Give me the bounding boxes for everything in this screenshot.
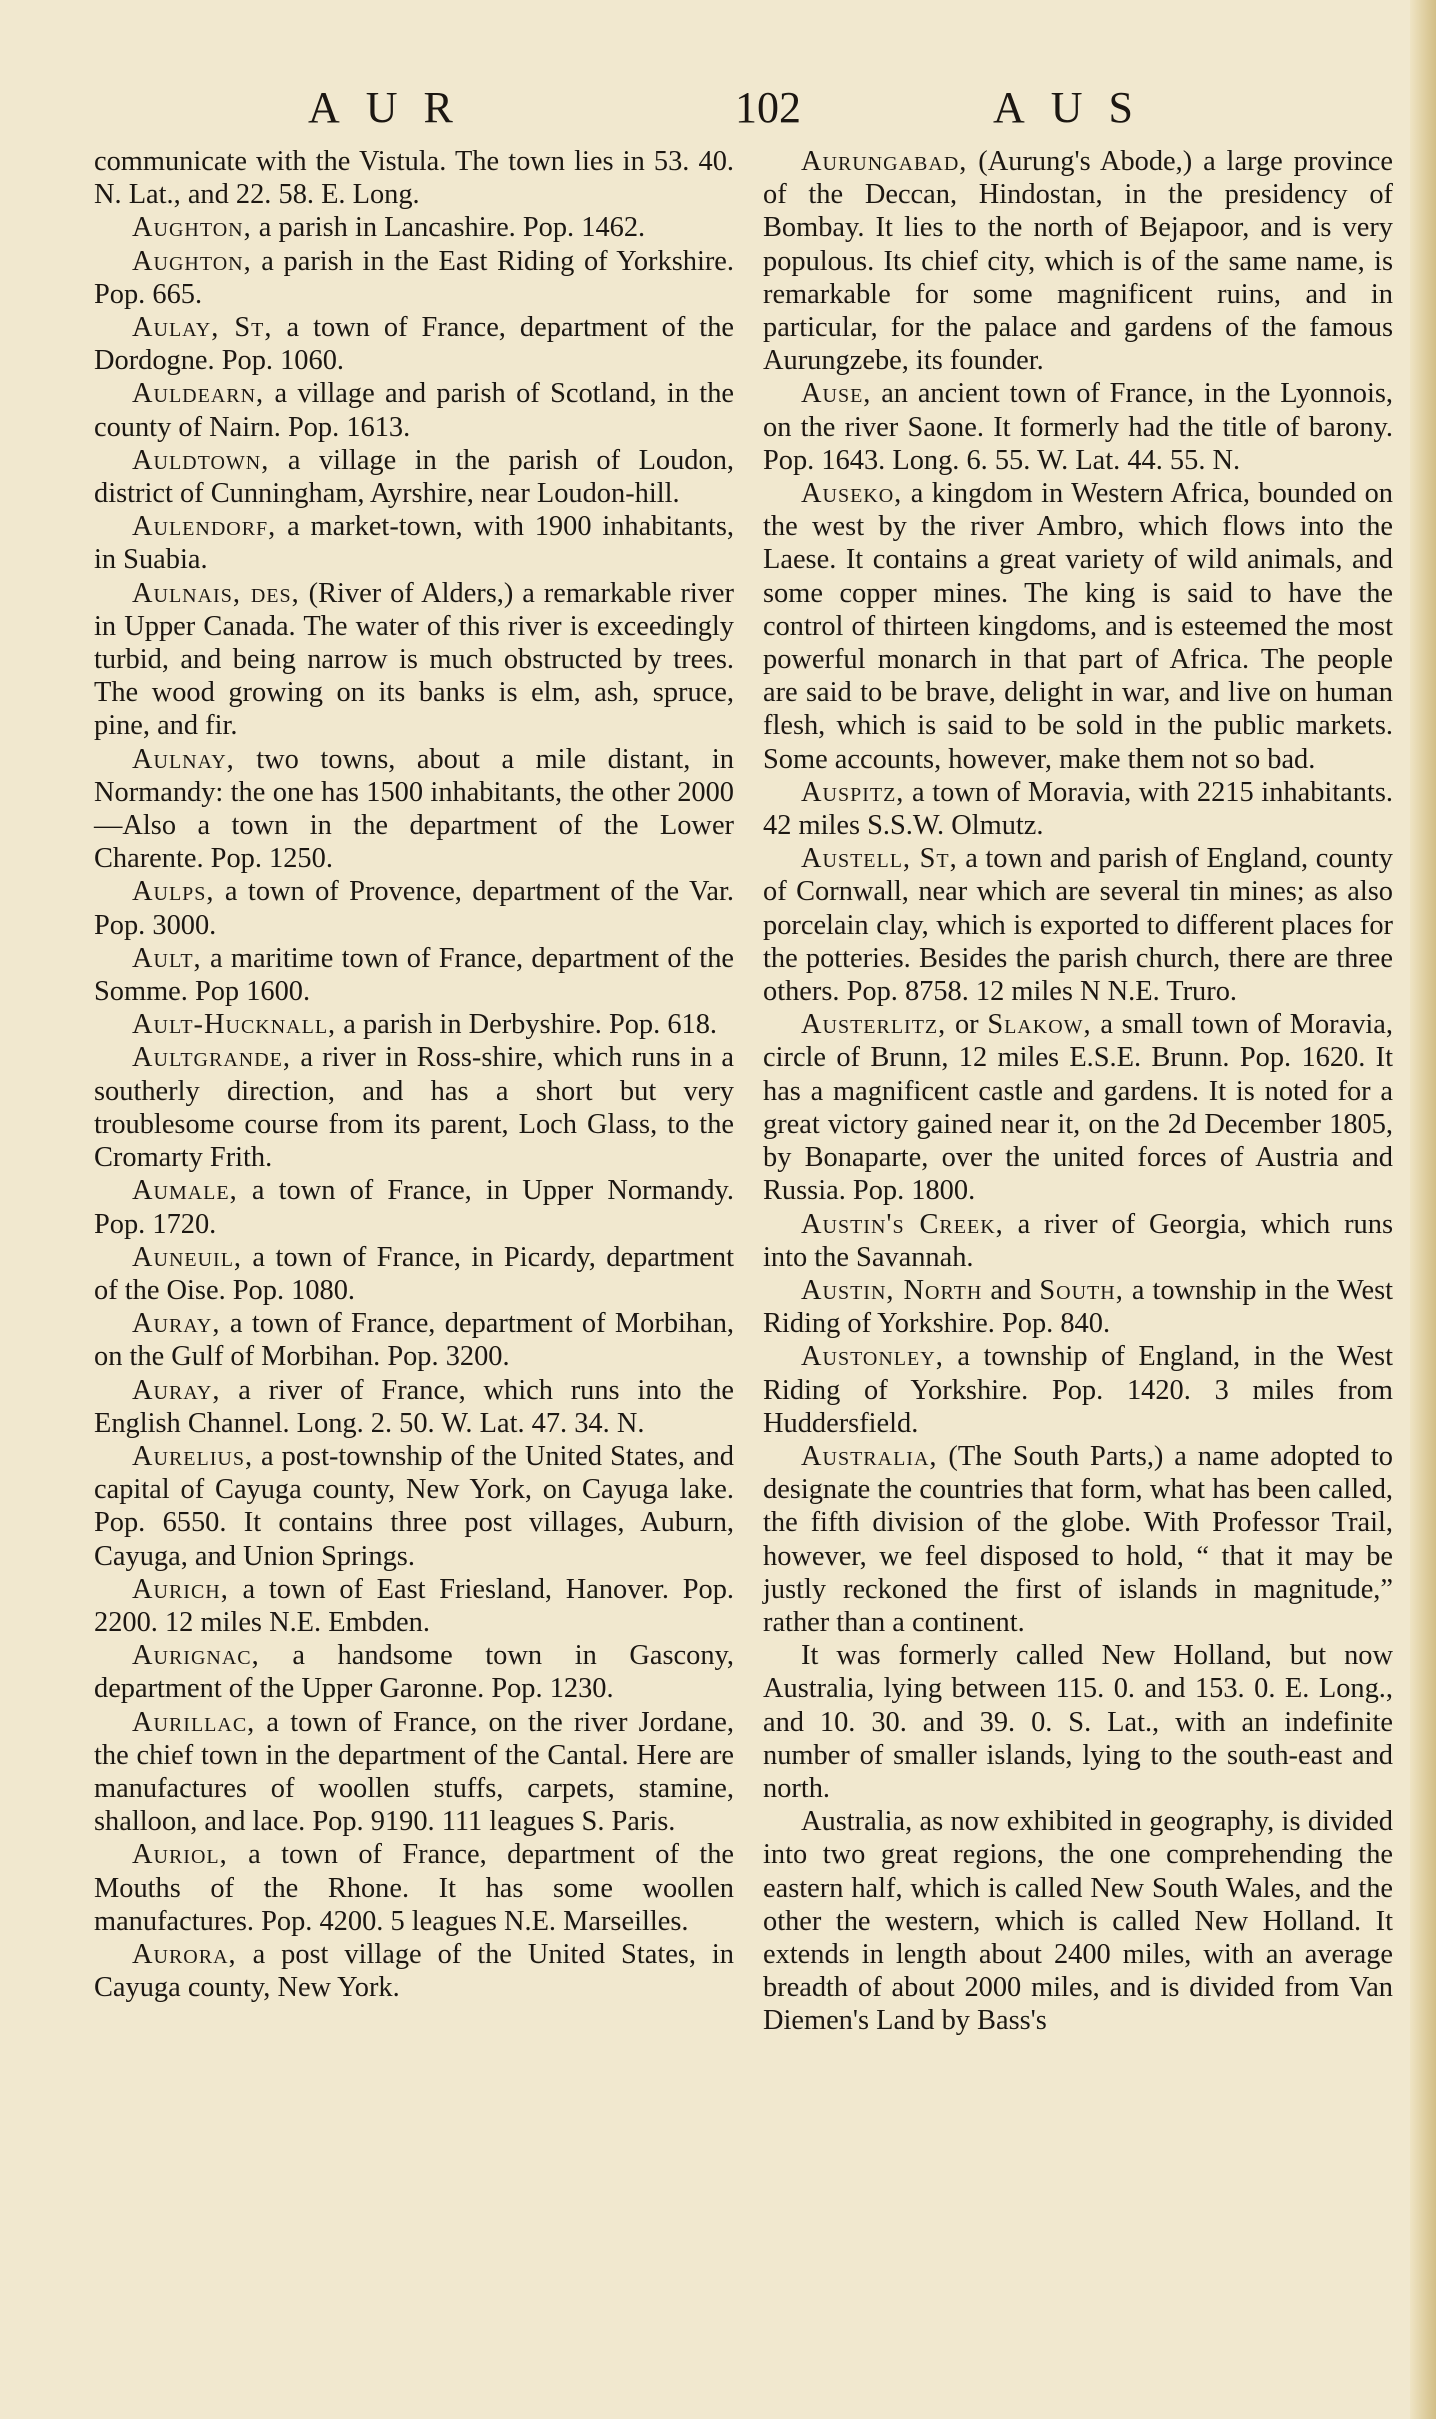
entry: Australia, (The South Parts,) a name adopted to designate the countries that form, what has been called, the fifth division of the globe. With Professor Trail, however, we feel disposed to hold, “ that it may be justly reckoned the first of islands in magnitude,” rather than a continent. — [763, 1440, 1393, 1638]
headword: Auseko, — [801, 478, 903, 510]
headword: Aurelius, — [132, 1440, 254, 1472]
headword: Aurora, — [132, 1938, 237, 1970]
headword: Aulnais, des, — [132, 577, 300, 609]
headword: Auray, — [132, 1308, 221, 1340]
headword: Aughton, — [132, 212, 252, 244]
headword: Ault, — [132, 942, 202, 974]
headword: Aurignac, — [132, 1640, 260, 1672]
headword: Australia, — [801, 1440, 938, 1472]
entry: Aumale, a town of France, in Upper Normandy. Pop. 1720. — [94, 1175, 734, 1240]
entry: Austonley, a township of England, in the West Riding of Yorkshire. Pop. 1420. 3 miles from Huddersfield. — [763, 1341, 1393, 1439]
headword: South, — [1039, 1274, 1124, 1306]
headword: Auldearn, — [132, 378, 265, 410]
header-left-guideword: AUR — [308, 83, 479, 132]
entry: Auneuil, a town of France, in Picardy, department of the Oise. Pop. 1080. — [94, 1241, 734, 1306]
entry: Auray, a river of France, which runs into the English Channel. Long. 2. 50. W. Lat. 47. 34. N. — [94, 1374, 734, 1439]
entry: Austin, North and South, a township in the West Riding of Yorkshire. Pop. 840. — [763, 1274, 1394, 1340]
headword: Aurillac, — [132, 1706, 256, 1738]
entry: Auspitz, a town of Moravia, with 2215 inhabitants. 42 miles S.S.W. Olmutz. — [763, 776, 1393, 842]
entry: Aulnais, des, (River of Alders,) a remarkable river in Upper Canada. The water of this river is exceedingly turbid, and being narrow is much obstructed by trees. The wood growing on its banks is elm, ash, spruce, pine, and fir. — [94, 577, 734, 742]
headword: Ault-Hucknall, — [132, 1009, 337, 1041]
page-number: 102 — [735, 83, 801, 132]
entry: Aulendorf, a market-town, with 1900 inhabitants, in Suabia. — [94, 511, 734, 576]
headword: Aulnay, — [132, 743, 235, 775]
entry: Aulnay, two towns, about a mile distant, in Normandy: the one has 1500 inhabitants, the other 2000 —Also a town in the department of the Lower Charente. Pop. 1250. — [94, 743, 734, 875]
entry: Auldtown, a village in the parish of Loudon, district of Cunningham, Ayrshire, near Loudon-hill. — [94, 444, 734, 510]
headword: Auray, — [132, 1374, 221, 1406]
entry: Aughton, a parish in the East Riding of Yorkshire. Pop. 665. — [94, 245, 734, 310]
entry: Aurillac, a town of France, on the river Jordane, the chief town in the department of the Cantal. Here are manufactures of woollen stuffs, carpets, stamine, shalloon, and lace. Pop. 9190. 111 leagues S. Paris. — [94, 1706, 734, 1838]
running-header — [0, 82, 1436, 142]
headword: Aurungabad, — [801, 146, 968, 177]
entry: Auriol, a town of France, department of the Mouths of the Rhone. It has some woollen manufactures. Pop. 4200. 5 leagues N.E. Marseilles. — [94, 1839, 734, 1937]
headword: Ause, — [801, 378, 872, 410]
left-column — [94, 145, 734, 2004]
headword: Austin, North — [801, 1274, 983, 1306]
entry: Austerlitz, or Slakow, a small town of Moravia, circle of Brunn, 12 miles E.S.E. Brunn. Pop. 1620. It has a magnificent castle and gardens. It is noted for a great victory gained near it, on the 2d December 1805, by Bonaparte, over the united forces of Austria and Russia. Pop. 1800. — [763, 1009, 1393, 1207]
paragraph: Australia, as now exhibited in geography, is divided into two great regions, the one comprehending the eastern half, which is called New South Wales, and the other the western, which is called New Holland. It extends in length about 2400 miles, with an average breadth of about 2000 miles, and is divided from Van Diemen's Land by Bass's — [763, 1806, 1393, 2037]
headword: Aultgrande, — [132, 1042, 291, 1074]
entry: Aurelius, a post-township of the United States, and capital of Cayuga county, New York, on Cayuga lake. Pop. 6550. It contains three post villages, Auburn, Cayuga, and Union Springs. — [94, 1440, 734, 1572]
entry: Ault, a maritime town of France, department of the Somme. Pop 1600. — [94, 942, 734, 1008]
headword: Slakow, — [987, 1009, 1092, 1041]
headword: Auldtown, — [132, 444, 270, 476]
headword: Aumale, — [132, 1175, 238, 1207]
headword: Auspitz, — [801, 776, 905, 808]
entry: Auray, a town of France, department of Morbihan, on the Gulf of Morbihan. Pop. 3200. — [94, 1308, 734, 1373]
entry: Ault-Hucknall, a parish in Derbyshire. Pop. 618. — [132, 1009, 718, 1041]
entry-continuation: communicate with the Vistula. The town lies in 53. 40. N. Lat., and 22. 58. E. Long. — [94, 146, 734, 211]
headword: Austonley, — [801, 1341, 944, 1373]
headword: Austerlitz, — [801, 1009, 947, 1041]
headword: Aulendorf, — [132, 511, 277, 543]
headword: Aurich, — [132, 1573, 229, 1605]
headword: Austin's Creek, — [801, 1208, 1004, 1240]
entry: Aulay, St, a town of France, department of the Dordogne. Pop. 1060. — [94, 312, 734, 377]
paragraph: It was formerly called New Holland, but now Australia, lying between 115. 0. and 153. 0. E. Long., and 10. 30. and 39. 0. S. Lat., with an indefinite number of smaller islands, lying to the south-east and north. — [763, 1640, 1393, 1804]
entry: Auldearn, a village and parish of Scotland, in the county of Nairn. Pop. 1613. — [94, 378, 734, 443]
entry: Aulps, a town of Provence, department of the Var. Pop. 3000. — [94, 876, 734, 941]
entry: Austell, St, a town and parish of England, county of Cornwall, near which are several tin mines; as also porcelain clay, which is exported to different places for the potteries. Besides the parish church, there are three others. Pop. 8758. 12 miles N N.E. Truro. — [763, 843, 1393, 1008]
entry: Ause, an ancient town of France, in the Lyonnois, on the river Saone. It formerly had the title of barony. Pop. 1643. Long. 6. 55. W. Lat. 44. 55. N. — [763, 378, 1393, 476]
headword: Auneuil, — [132, 1241, 243, 1273]
entry: Aughton, a parish in Lancashire. Pop. 1462. — [132, 212, 646, 244]
entry: Aurora, a post village of the United States, in Cayuga county, New York. — [94, 1938, 734, 2004]
right-column — [763, 145, 1393, 2038]
headword: Auriol, — [132, 1839, 228, 1871]
entry: Aurungabad, (Aurung's Abode,) a large province of the Deccan, Hindostan, in the presidency of Bombay. It lies to the north of Bejapoor, and is very populous. Its chief city, which is of the same name, is remarkable for some magnificent ruins, and in particular, for the palace and gardens of the famous Aurungzebe, its founder. — [763, 146, 1393, 377]
header-right-guideword: AUS — [993, 83, 1160, 132]
headword: Aughton, — [132, 245, 252, 277]
headword: Aulps, — [132, 876, 215, 908]
entry: Austin's Creek, a river of Georgia, which runs into the Savannah. — [763, 1208, 1393, 1273]
entry: Aurich, a town of East Friesland, Hanover. Pop. 2200. 12 miles N.E. Embden. — [94, 1573, 734, 1638]
headword: Austell, St, — [801, 843, 958, 875]
headword: Aulay, St, — [132, 312, 273, 344]
entry: Aultgrande, a river in Ross-shire, which runs in a southerly direction, and has a short but very troublesome course from its parent, Loch Glass, to the Cromarty Frith. — [94, 1042, 734, 1174]
entry: Aurignac, a handsome town in Gascony, department of the Upper Garonne. Pop. 1230. — [94, 1640, 734, 1705]
page-edge — [1410, 0, 1436, 2419]
entry: Auseko, a kingdom in Western Africa, bounded on the west by the river Ambro, which flows into the Laese. It contains a great variety of wild animals, and some copper mines. The king is said to have the control of thirteen kingdoms, and is esteemed the most powerful monarch in that part of Africa. The people are said to be brave, delight in war, and live on human flesh, which is said to be sold in the public markets. Some accounts, however, make them not so bad. — [763, 478, 1393, 775]
